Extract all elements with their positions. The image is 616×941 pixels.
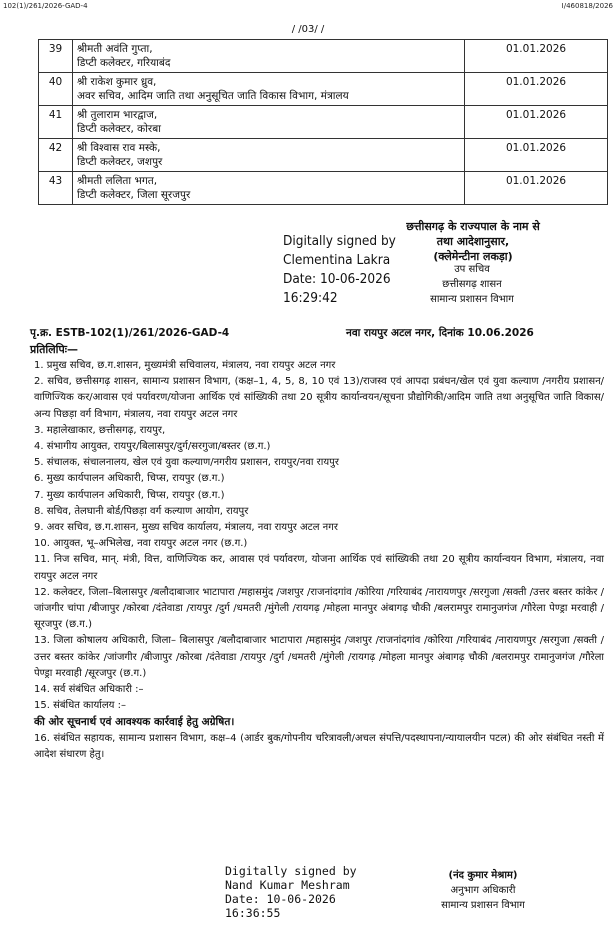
effective-date: 01.01.2026 [465,139,608,172]
officers-table [38,39,608,205]
list-item: 16. संबंधित सहायक, सामान्य प्रशासन विभाग, कक्ष–4 (आर्डर बुक/गोपनीय चरित्रावली/अचल संपत्ति/पदस्थापना/न्यायालयीन पटल) की ओर संबंधित नस्ती में आदेश संधारण हेतु। [34,732,604,760]
list-item: 7. मुख्य कार्यपालन अधिकारी, चिप्स, रायपुर (छ.ग.) [34,489,225,501]
officer-name: श्री तुलाराम भारद्वाज, [77,109,158,121]
list-item: 6. मुख्य कार्यपालन अधिकारी, चिप्स, रायपुर (छ.ग.) [34,473,225,485]
list-item: 10. आयुक्त, भू–अभिलेख, नवा रायपुर अटल नगर (छ.ग.) [34,538,248,550]
officer-name: श्री विश्वास राव मस्के, [77,142,161,154]
officer-designation: अनुभाग अधिकारी [450,885,516,896]
serial-number: 43 [39,172,73,205]
officer-name: श्री राकेश कुमार ध्रुव, [77,76,157,88]
serial-number: 41 [39,106,73,139]
effective-date: 01.01.2026 [465,73,608,106]
signature-line: Digitally signed by [225,864,357,878]
file-number-header: 102(1)/261/2026-GAD-4 [3,2,88,10]
reference-number: पृ.क्र. ESTB-102(1)/261/2026-GAD-4 [30,327,230,339]
signature-time: 16:36:55 [225,906,281,920]
signature-date: Date: 10-06-2026 [225,892,336,906]
digital-signature-2 [225,864,357,920]
signatory-name: (क्लेमेन्टीना लकड़ा) [433,250,513,263]
signatory-designation [368,262,576,307]
list-item: 13. जिला कोषालय अधिकारी, जिला– बिलासपुर /बलौदाबाजार भाटापारा /महासमुंद /जशपुर /राजनांदगांव /कोरिया /गरियाबंद /नारायणपुर /सरगुजा /सक्ती /उत्तर बस्तर कांकेर /जांजगीर /बीजापुर /कोरबा /दंतेवाडा /रायपुर /दुर्ग /धमतरी /मुंगेली /रायगढ़ /मोहला मानपुर अंबागढ़ चौकी /बलरामपुर रामानुजगंज /गौरेला पेण्ड्रा मरवाही /सूरजपुर (छ.ग.) [34,635,604,679]
governor-order-line: तथा आदेशानुसार, [436,235,510,248]
place-and-date: नवा रायपुर अटल नगर, दिनांक 10.06.2026 [346,327,534,339]
signature-time: 16:29:42 [283,290,338,306]
serial-number: 39 [39,40,73,73]
table-row [39,139,608,172]
officer-cell [73,172,465,205]
table-row [39,40,608,73]
officer-post: डिप्टी कलेक्टर, जिला सूरजपुर [77,189,191,201]
governor-order-block [358,219,588,264]
section-officer-block [418,868,548,913]
table-row [39,172,608,205]
copy-to-heading: प्रतिलिपिः— [30,343,79,356]
officer-post: अवर सचिव, आदिम जाति तथा अनुसूचित जाति विकास विभाग, मंत्रालय [77,90,349,102]
signer-name: Nand Kumar Meshram [225,878,350,892]
signature-line: Digitally signed by [283,233,396,249]
serial-number: 42 [39,139,73,172]
signer-name: Clementina Lakra [283,252,391,268]
list-item: 9. अवर सचिव, छ.ग.शासन, मुख्य सचिव कार्यालय, मंत्रालय, नवा रायपुर अटल नगर [34,522,338,534]
list-item: 4. संभागीय आयुक्त, रायपुर/बिलासपुर/दुर्ग/सरगुजा/बस्तर (छ.ग.) [34,441,271,453]
receipt-number-header: I/460818/2026 [561,2,613,10]
designation-line: उप सचिव [454,264,490,275]
list-item: 2. सचिव, छत्तीसगढ़ शासन, सामान्य प्रशासन विभाग, (कक्ष–1, 4, 5, 8, 10 एवं 13)/राजस्व एवं आपदा प्रबंधन/खेल एवं युवा कल्याण /नगरीय प्रशासन/वाणिज्यिक कर/आवास एवं पर्यावरण/योजना आर्थिक एवं सांख्यिकी तथा 20 सूत्रीय कार्यान्वयन/सूचना प्रौद्योगिकी/आदिम जाति तथा अनुसूचित जाति विकास/अन्य पिछड़ा वर्ग विभाग, मंत्रालय, नवा रायपुर अटल नगर [34,376,604,420]
effective-date: 01.01.2026 [465,172,608,205]
serial-number: 40 [39,73,73,106]
officer-department: सामान्य प्रशासन विभाग [441,900,525,911]
list-item: 5. संचालक, संचालनालय, खेल एवं युवा कल्याण/नगरीय प्रशासन, रायपुर/नवा रायपुर [34,457,339,469]
list-item: 12. कलेक्टर, जिला–बिलासपुर /बलौदाबाजार भाटापारा /महासमुंद /जशपुर /राजनांदगांव /कोरिया /गरियाबंद /नारायणपुर /सरगुजा /सक्ती /उत्तर बस्तर कांकेर /जांजगीर चांपा /बीजापुर /कोरबा /दंतेवाडा /रायपुर /दुर्ग /धमतरी /मुंगेली /रायगढ़ /मोहला मानपुर अंबागढ़ चौकी /बलरामपुर रामानुजगंज /गौरेला पेण्ड्रा मरवाही /सूरजपुर (छ.ग.) [34,586,604,631]
page-number: / /03/ / [291,24,325,35]
officer-post: डिप्टी कलेक्टर, गरियाबंद [77,57,171,69]
officer-cell [73,73,465,106]
officer-name: श्रीमती अवंति गुप्ता, [77,43,153,55]
list-item: 14. सर्व संबंधित अधिकारी :– [34,684,144,696]
list-item: 15. संबंधित कार्यालय :– [34,700,126,712]
forwarding-note: की ओर सूचनार्थ एवं आवश्यक कार्रवाई हेतु अग्रेषित। [34,716,235,729]
table-row [39,73,608,106]
effective-date: 01.01.2026 [465,106,608,139]
governor-order-line: छत्तीसगढ़ के राज्यपाल के नाम से [406,220,540,233]
list-item: 11. निज सचिव, मान्. मंत्री, वित्त, वाणिज्यिक कर, आवास एवं पर्यावरण, योजना आर्थिक एवं सांख्यिकी तथा 20 सूत्रीय कार्यान्वयन विभाग, मंत्रालय, नवा रायपुर अटल नगर [34,554,604,582]
list-item: 8. सचिव, तेलघानी बोर्ड/पिछड़ा वर्ग कल्याण आयोग, रायपुर [34,505,249,517]
officer-name: श्रीमती ललिता भगत, [77,175,158,187]
officer-post: डिप्टी कलेक्टर, कोरबा [77,123,161,135]
copy-distribution-list [34,358,604,763]
officer-cell [73,106,465,139]
designation-line: छत्तीसगढ़ शासन [442,279,502,290]
table-row [39,106,608,139]
effective-date: 01.01.2026 [465,40,608,73]
officer-cell [73,40,465,73]
officer-name: (नंद कुमार मेश्राम) [448,870,518,881]
officer-cell [73,139,465,172]
officer-post: डिप्टी कलेक्टर, जशपुर [77,156,163,168]
signature-date: Date: 10-06-2026 [283,271,391,287]
list-item: 3. महालेखाकार, छत्तीसगढ़, रायपुर, [34,424,166,436]
list-item: 1. प्रमुख सचिव, छ.ग.शासन, मुख्यमंत्री सचिवालय, मंत्रालय, नवा रायपुर अटल नगर [34,360,336,371]
designation-line: सामान्य प्रशासन विभाग [430,294,514,305]
